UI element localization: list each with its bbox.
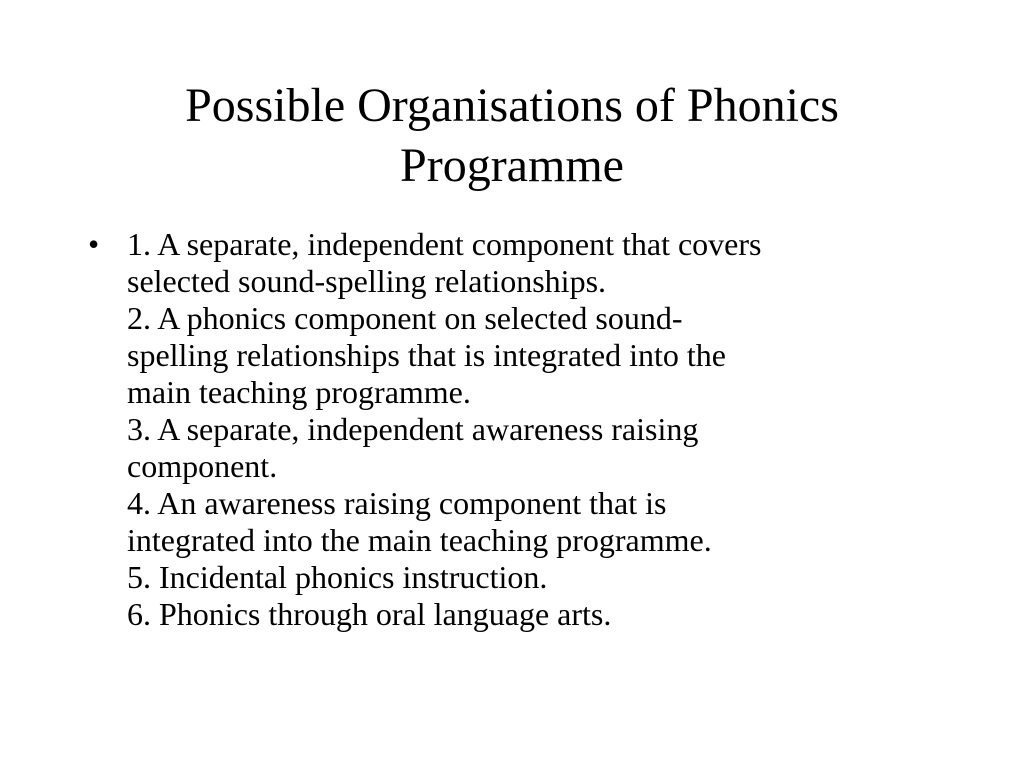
- list-item-line: 5. Incidental phonics instruction.: [127, 559, 548, 595]
- slide-title: [60, 76, 964, 196]
- list-item-line: 4. An awareness raising component that is: [127, 485, 667, 521]
- list-item-line: 6. Phonics through oral language arts.: [127, 596, 612, 632]
- bullet-list: [88, 226, 938, 633]
- bullet-dot-icon: •: [88, 226, 100, 262]
- slide-title-line-2: Programme: [400, 139, 624, 192]
- list-item-line: integrated into the main teaching programme.: [127, 522, 712, 558]
- slide-title-line-1: Possible Organisations of Phonics: [185, 79, 839, 132]
- list-item-line: 1. A separate, independent component that covers: [127, 226, 762, 262]
- list-item-line: component.: [127, 448, 278, 484]
- list-item-line: 2. A phonics component on selected sound-: [127, 300, 683, 336]
- list-item-line: main teaching programme.: [127, 374, 471, 410]
- list-item-line: selected sound-spelling relationships.: [127, 263, 607, 299]
- list-item-line: spelling relationships that is integrated into the: [127, 337, 726, 373]
- list-item-line: 3. A separate, independent awareness raising: [127, 411, 699, 447]
- bullet-item: [88, 226, 938, 633]
